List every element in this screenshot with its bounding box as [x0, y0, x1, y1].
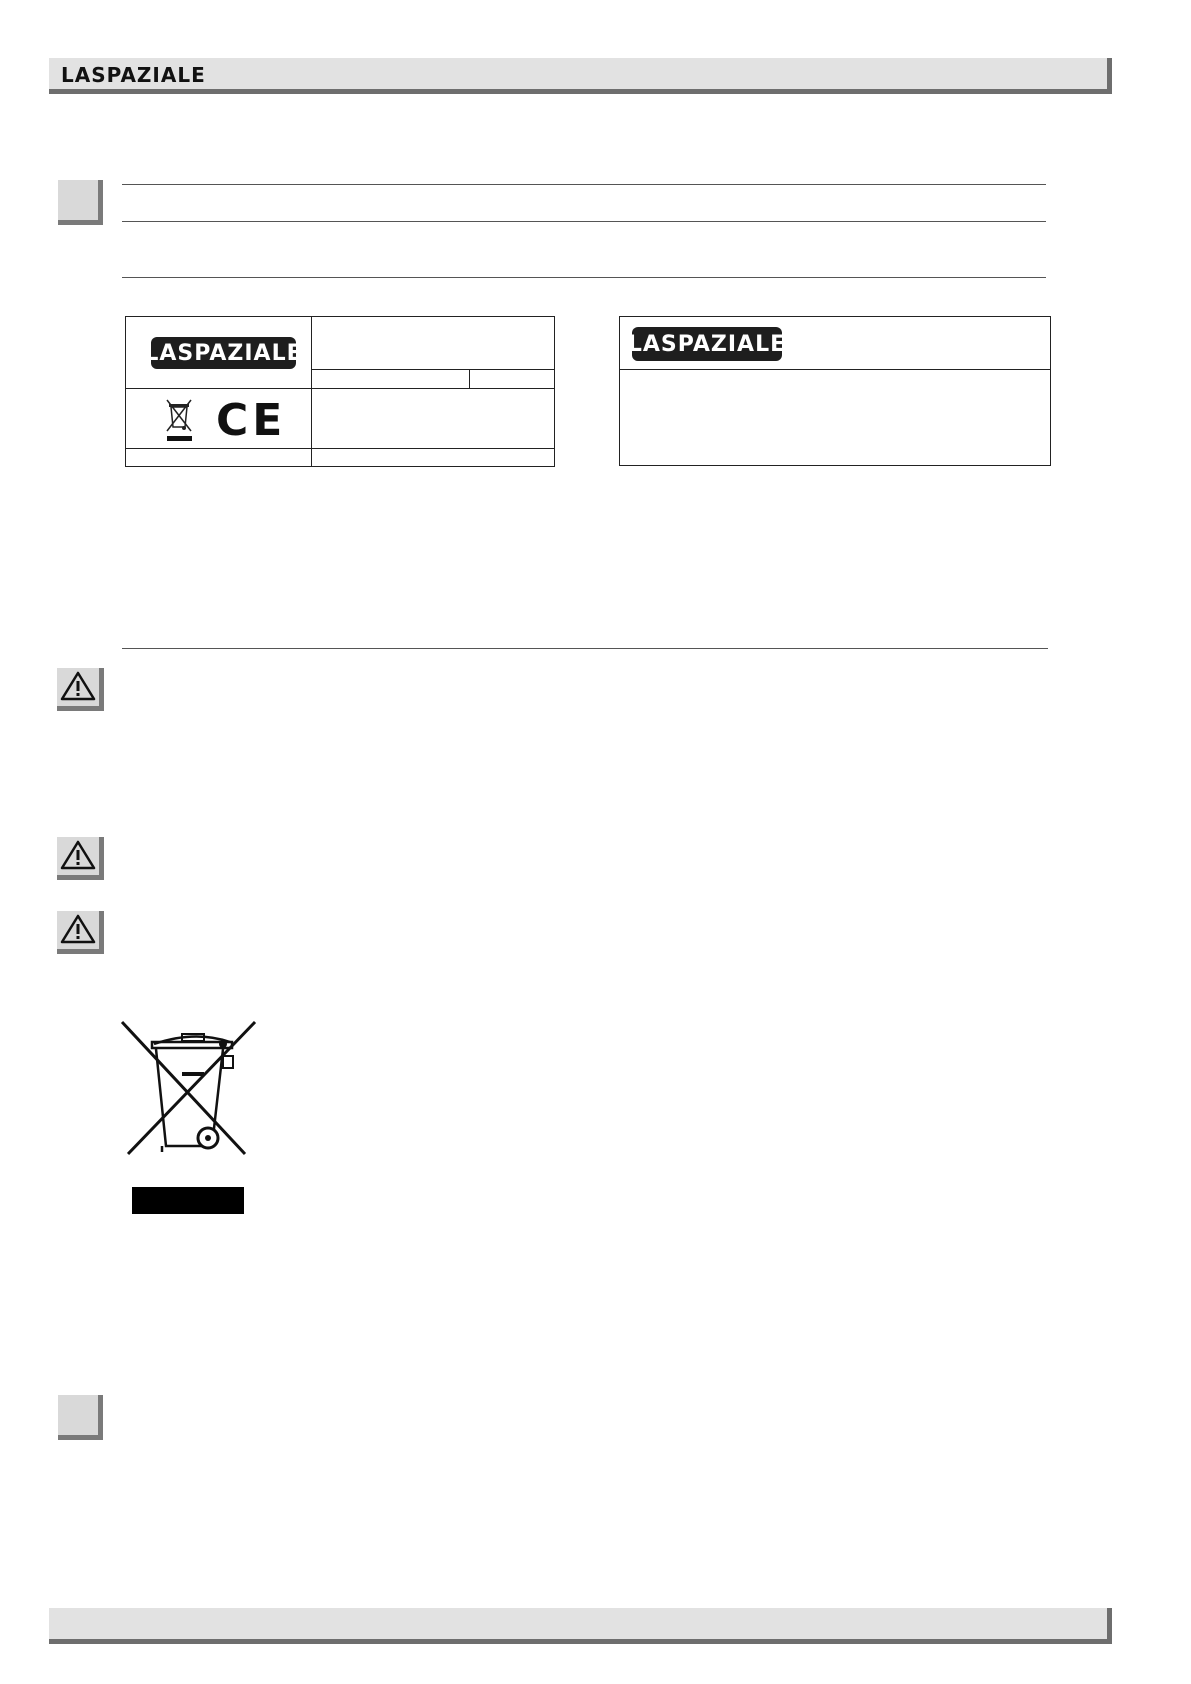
page-header-bar: [49, 58, 1112, 94]
nameplate-logo-text: LASPAZIALE: [144, 340, 303, 366]
warning-marker-3: [57, 911, 104, 954]
section-marker-2: [58, 1395, 103, 1440]
warning-marker-1: [57, 668, 104, 711]
warning-triangle-icon: [60, 670, 96, 702]
crossed-out-wheelie-bin-icon: [120, 1020, 260, 1215]
ce-mark: CE: [216, 395, 287, 446]
section-marker-1: [58, 180, 103, 225]
warning-marker-2: [57, 837, 104, 880]
crossed-bin-icon: [164, 397, 194, 443]
section-rule-top: [122, 184, 1046, 185]
warning-triangle-icon: [60, 839, 96, 871]
header-logo: LASPAZIALE: [61, 63, 206, 87]
dealer-label-box: [619, 316, 1051, 466]
section-rule-bottom: [122, 277, 1046, 278]
dealer-label-logo-text: LASPAZIALE: [627, 331, 787, 357]
warnings-rule: [122, 648, 1048, 649]
nameplate-logo: [144, 337, 303, 369]
machine-nameplate: [125, 316, 555, 467]
page-footer-bar: [49, 1608, 1112, 1644]
section-rule-mid: [122, 221, 1046, 222]
warning-triangle-icon: [60, 913, 96, 945]
dealer-label-logo: [627, 327, 787, 361]
